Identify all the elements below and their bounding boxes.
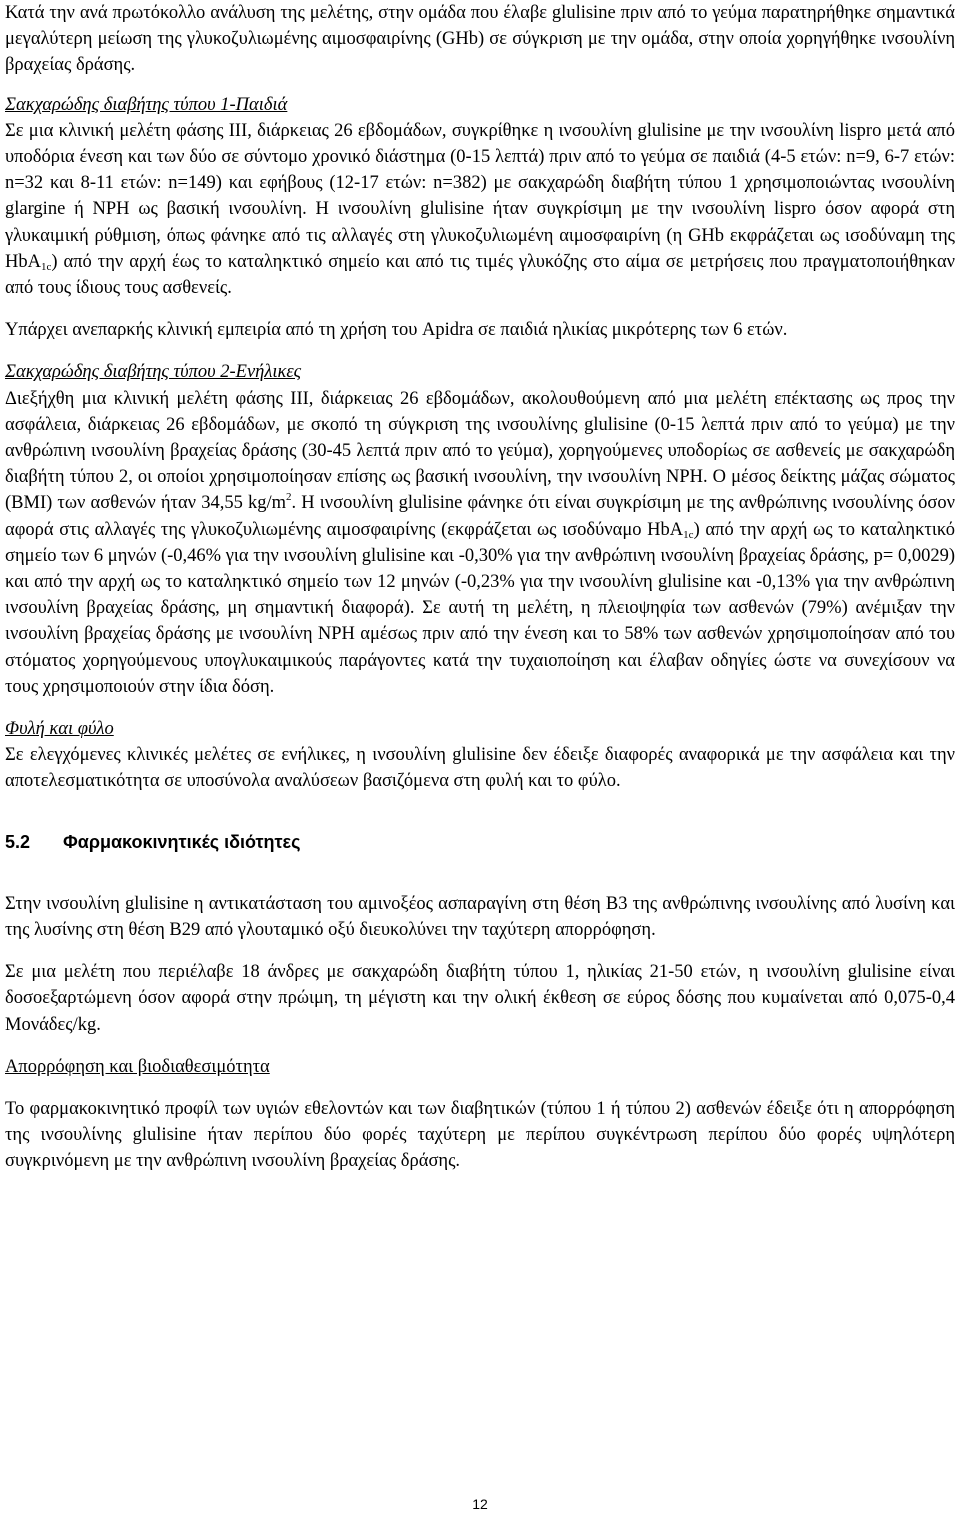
absorption-paragraph: Το φαρμακοκινητικό προφίλ των υγιών εθελοντών και των διαβητικών (τύπου 1 ή τύπου 2) ασθενών έδειξε ότι η απορρόφηση της ινσουλίνης glulisine ήταν περίπου δύο φορές ταχύτερη με περίπου συγκέντρωση περίπου δύο φορές υψηλότερη συγκρινόμενη με την ανθρώπινη ινσουλίνη βραχείας δράσης. (5, 1098, 955, 1172)
children-experience-note: Υπάρχει ανεπαρκής κλινική εμπειρία από τη χρήση του Apidra σε παιδιά ηλικίας μικρότερης των 6 ετών. (5, 320, 788, 341)
adults-study-text-a: Διεξήχθη μια κλινική μελέτη φάσης III, διάρκειας 26 εβδομάδων, ακολουθούμενη από μια μελέτη επέκτασης ως προς την ασφάλεια, διάρκειας 26 εβδομάδων, με σκοπό τη σύγκριση της ινσουλίνης glulisine (0-15 λεπτά πριν από το γεύμα) με την ανθρώπινη ινσουλίνη βραχείας δράσης (30-45 λεπτά πριν από το γεύμα), χορηγούμενες υποδορίως σε ασθενείς με σακχαρώδη διαβήτη τύπου 2, οι οποίοι χρησιμοποίησαν επίσης ως βασική ινσουλίνη, την ινσουλίνη NPH. Ο μέσος δείκτης μάζας σώματος (BMI) των ασθενών ήταν 34,55 kg/m (5, 388, 955, 514)
adults-study-paragraph (5, 386, 955, 700)
adults-study-text-b: . Η ινσουλίνη glulisine φάνηκε ότι είναι συγκρίσιμη με της ανθρώπινης ινσουλίνης όσον αφορά στις αλλαγές της γλυκοζυλιωμένης αιμοσφαιρίνης (εκφράζεται ως ισοδύναμο HbA (5, 493, 955, 540)
absorption-section-heading: Απορρόφηση και βιοδιαθεσιμότητα (5, 1056, 270, 1077)
intro-paragraph: Κατά την ανά πρωτόκολλο ανάλυση της μελέτης, στην ομάδα που έλαβε glulisine πριν από το γεύμα παρατηρήθηκε σημαντικά μεγαλύτερη μείωση της γλυκοζυλιωμένης αιμοσφαιρίνης (GHb) σε σύγκριση με την ομάδα, στην οποία χορηγήθηκε ινσουλίνη βραχείας δράσης. (5, 3, 955, 76)
adults-section-heading: Σακχαρώδης διαβήτης τύπου 2-Ενήλικες (5, 362, 302, 383)
hba1c-subscript: 1c (40, 260, 52, 273)
pk-paragraph-2: Σε μια μελέτη που περιέλαβε 18 άνδρες με σακχαρώδη διαβήτη τύπου 1, ηλικίας 21-50 ετών, η ινσουλίνη glulisine είναι δοσοεξαρτώμενη όσον αφορά στην πρώιμη, τη μέγιστη και την ολική έκθεση σε εύρος δόσης που κυμαίνεται από 0,075-0,4 Μονάδες/kg. (5, 962, 955, 1035)
children-study-paragraph (5, 118, 955, 301)
children-study-text-b: ) από την αρχή έως το καταληκτικό σημείο και από τις τιμές γλυκόζης στο αίμα σε μετρήσεις που πραγματοποιήθηκαν από τους ίδιους τους ασθενείς. (5, 251, 955, 299)
pk-section-title: Φαρμακοκινητικές ιδιότητες (63, 831, 301, 852)
race-section-heading: Φυλή και φύλο (5, 719, 114, 740)
race-section-paragraph: Σε ελεγχόμενες κλινικές μελέτες σε ενήλικες, η ινσουλίνη glulisine δεν έδειξε διαφορές αναφορικά με την ασφάλεια και την αποτελεσματικότητα σε υποσύνολα αναλύσεων βασιζόμενα στη φυλή και το φύλο. (5, 745, 955, 792)
pk-section-number: 5.2 (5, 831, 31, 852)
children-study-text-a: Σε μια κλινική μελέτη φάσης III, διάρκειας 26 εβδομάδων, συγκρίθηκε η ινσουλίνη glulisine με την ινσουλίνη lispro μετά από υποδόρια ένεση και των δύο σε σύντομο χρονικό διάστημα (0-15 λεπτά) πριν από το γεύμα σε παιδιά (4-5 ετών: n=9, 6-7 ετών: n=32 και 8-11 ετών: n=149) και εφήβους (12-17 ετών: n=382) με σακχαρώδη διαβήτη τύπου 1 χρησιμοποιώντας ινσουλίνη glargine ή NPH ως βασική ινσουλίνη. Η ινσουλίνη glulisine ήταν συγκρίσιμη με την ινσουλίνη lispro όσον αφορά στη γλυκαιμική ρύθμιση, όπως φάνηκε από τις αλλαγές στη γλυκοζυλιωμένη αιμοσφαιρίνη (η GHb εκφράζεται ως ισοδύναμη της HbA (5, 120, 955, 272)
page-number: 12 (472, 1496, 488, 1512)
children-section-heading: Σακχαρώδης διαβήτης τύπου 1-Παιδιά (5, 94, 288, 115)
bmi-superscript: 2 (286, 491, 292, 504)
hba1c-subscript: 1c (683, 528, 694, 541)
adults-study-text-c: ) από την αρχή ως το καταληκτικό σημείο των 6 μηνών (-0,46% για την ινσουλίνη glulisine και -0,30% για την ανθρώπινη ινσουλίνη βραχείας δράσης, p= 0,0029) και από την αρχή ως το καταληκτικό σημείο των 12 μηνών (-0,23% για την ινσουλίνη glulisine και -0,13% για την ανθρώπινη ινσουλίνη βραχείας δράσης, μη σημαντική διαφορά). Σε αυτή τη μελέτη, η πλειοψηφία των ασθενών (79%) ανέμιξαν την ινσουλίνη βραχείας δράσης με ινσουλίνη NPH αμέσως πριν από την ένεση και το 58% των ασθενών χρησιμοποίησαν από του στόματος χορηγούμενους υπογλυκαιμικούς παράγοντες κατά την τυχαιοποίηση και έλαβαν οδηγίες ώστε να συνεχίσουν να τους χρησιμοποιούν στην ίδια δόση. (5, 519, 955, 697)
document-page (5, 0, 955, 1175)
pk-paragraph-1: Στην ινσουλίνη glulisine η αντικατάσταση του αμινοξέος ασπαραγίνη στη θέση B3 της ανθρώπινης ινσουλίνης από λυσίνη και της λυσίνης στη θέση B29 από γλουταμικό οξύ διευκολύνει την ταχύτερη απορρόφηση. (5, 893, 955, 940)
pk-section-heading (5, 829, 955, 855)
